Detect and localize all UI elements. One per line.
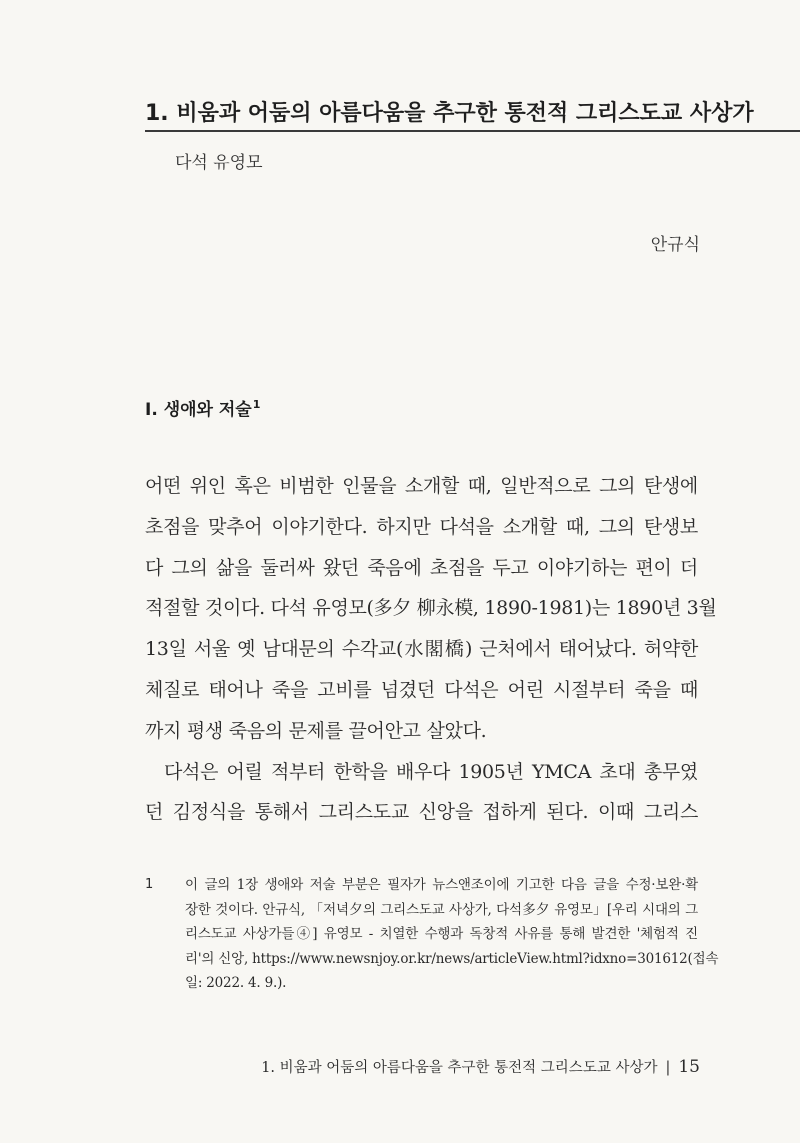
footnote-line: 이 글의 1장 생애와 저술 부분은 필자가 뉴스앤조이에 기고한 다음 글을 수정·보완·확 [185, 877, 698, 893]
chapter-subtitle: 다석 유영모 [175, 153, 263, 173]
page-number: 15 [678, 1057, 700, 1077]
running-title: 1. 비움과 어둠의 아름다움을 추구한 통전적 그리스도교 사상가 [261, 1060, 658, 1076]
body-line: 초점을 맞추어 이야기한다. 하지만 다석을 소개할 때, 그의 탄생보 [145, 515, 698, 538]
chapter-title: 1. 비움과 어둠의 아름다움을 추구한 통전적 그리스도교 사상가 [145, 101, 754, 126]
body-line: 던 김정식을 통해서 그리스도교 신앙을 접하게 된다. 이때 그리스 [145, 801, 698, 824]
body-line: 적절할 것이다. 다석 유영모(多夕 柳永模, 1890-1981)는 1890년 3월 [145, 597, 717, 620]
footnote-line: 리'의 신앙, https://www.newsnjoy.or.kr/news/articleView.html?idxno=301612(접속 [185, 950, 719, 967]
footnote-ref[interactable]: 1 [252, 398, 261, 411]
title-rule [145, 130, 800, 132]
body-text [145, 466, 717, 833]
footnote-number: 1 [145, 877, 154, 892]
body-line: 다 그의 삶을 둘러싸 왔던 죽음에 초점을 두고 이야기하는 편이 더 [145, 556, 698, 579]
section-heading-text: I. 생애와 저술 [145, 400, 252, 420]
footnote-line: 리스도교 사상가들④] 유영모 - 치열한 수행과 독창적 사유를 통해 발견한 '체험적 진 [185, 926, 698, 942]
body-line: 다석은 어릴 적부터 한학을 배우다 1905년 YMCA 초대 총무였 [164, 760, 698, 783]
footer-separator: | [665, 1060, 671, 1076]
body-line: 까지 평생 죽음의 문제를 끌어안고 살았다. [145, 719, 487, 742]
footnote-line: 장한 것이다. 안규식, 「저녁夕의 그리스도교 사상가, 다석多夕 유영모」[우리 시대의 그 [185, 901, 698, 918]
body-line: 어떤 위인 혹은 비범한 인물을 소개할 때, 일반적으로 그의 탄생에 [145, 475, 698, 497]
author-name: 안규식 [650, 235, 700, 255]
body-line: 13일 서울 옛 남대문의 수각교(水閣橋) 근처에서 태어났다. 허약한 [145, 638, 698, 661]
body-line: 체질로 태어나 죽을 고비를 넘겼던 다석은 어린 시절부터 죽을 때 [145, 678, 698, 701]
section-heading [145, 395, 260, 420]
footnote-line: 일: 2022. 4. 9.). [185, 975, 287, 991]
footnote [145, 873, 719, 996]
page-footer [261, 1056, 700, 1077]
footnote-text [185, 873, 719, 996]
